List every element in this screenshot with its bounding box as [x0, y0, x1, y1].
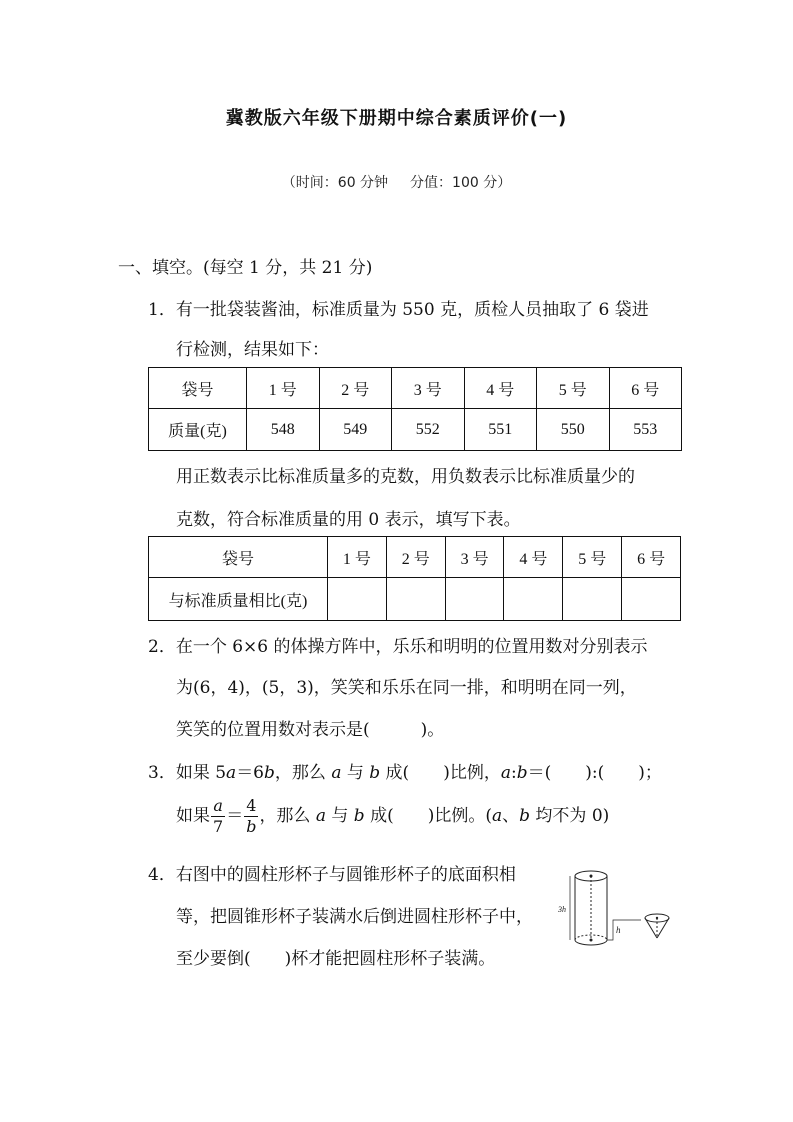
table-header-cell: 5 号	[563, 537, 622, 578]
cone-top-center	[656, 917, 658, 919]
table-header-cell: 2 号	[386, 537, 445, 578]
table-cell: 551	[464, 409, 537, 451]
q3-text: 均不为 0)	[530, 806, 610, 826]
exam-info	[0, 172, 793, 192]
table-cell: 552	[392, 409, 465, 451]
fraction-4-over-b	[244, 798, 258, 835]
time-info: （时间：60 分钟	[281, 175, 389, 191]
q3-text: 成( )比例。(	[364, 806, 492, 826]
answer-cell[interactable]	[445, 578, 504, 621]
q1-line-2: 行检测，结果如下：	[176, 340, 329, 360]
table-header-cell: 5 号	[537, 368, 610, 409]
var-b: b	[264, 763, 275, 783]
q2-line-3: 笑笑的位置用数对表示是( )。	[176, 720, 445, 740]
frac-numerator: 4	[244, 798, 258, 817]
answer-cell[interactable]	[328, 578, 387, 621]
q3-text: 3．如果 5	[148, 763, 227, 783]
q3-text: :	[510, 763, 517, 783]
table-header-cell: 4 号	[464, 368, 537, 409]
q3-text: ＝( ):( )；	[527, 763, 662, 783]
var-b: b	[353, 806, 365, 826]
table-header-cell: 4 号	[504, 537, 563, 578]
table-cell: 550	[537, 409, 610, 451]
q1-line-1: 1．有一批袋装酱油，标准质量为 550 克，质检人员抽取了 6 袋进	[148, 300, 649, 320]
var-a: a	[331, 763, 342, 783]
table-header-cell: 6 号	[622, 537, 681, 578]
difference-table	[148, 536, 681, 621]
answer-cell[interactable]	[504, 578, 563, 621]
q3-text: 如果	[176, 806, 210, 826]
weight-table	[148, 367, 682, 451]
q4-line-2: 等，把圆锥形杯子装满水后倒进圆柱形杯子中，	[176, 907, 533, 927]
q3-text: 与	[341, 763, 370, 783]
var-b: b	[519, 806, 531, 826]
q3-line-2	[176, 795, 609, 837]
table-header-cell: 2 号	[319, 368, 392, 409]
q3-text: ，那么	[274, 763, 332, 783]
var-a: a	[500, 763, 511, 783]
table-row	[149, 368, 682, 409]
frac-numerator: a	[213, 796, 223, 815]
q2-line-1: 2．在一个 6×6 的体操方阵中，乐乐和明明的位置用数对分别表示	[148, 637, 648, 657]
var-a: a	[492, 806, 503, 826]
table-row	[149, 578, 681, 621]
q2-line-2: 为(6，4)，(5，3)，笑笑和乐乐在同一排，和明明在同一列，	[176, 678, 637, 698]
answer-cell[interactable]	[622, 578, 681, 621]
q1-line-4: 克数，符合标准质量的用 0 表示，填写下表。	[176, 510, 521, 530]
score-info: 分值：100 分）	[410, 175, 512, 191]
q3-line-1	[148, 758, 662, 783]
q4-line-1: 4．右图中的圆柱形杯子与圆锥形杯子的底面积相	[148, 865, 516, 885]
cone-height-marker	[607, 920, 641, 940]
q3-text: 、	[502, 806, 520, 826]
table-header-cell: 6 号	[609, 368, 682, 409]
var-a: a	[226, 763, 237, 783]
equals-sign: ＝	[226, 806, 244, 826]
table-cell: 553	[609, 409, 682, 451]
var-b: b	[369, 763, 381, 783]
table-header-cell: 1 号	[328, 537, 387, 578]
q3-text: 与	[325, 806, 354, 826]
table-cell: 549	[319, 409, 392, 451]
table-cell: 548	[247, 409, 320, 451]
cone-height-label: h	[616, 925, 621, 935]
q3-text: ＝6	[236, 763, 265, 783]
table-row	[149, 537, 681, 578]
table-row-label: 质量(克)	[149, 409, 247, 451]
q1-line-3: 用正数表示比标准质量多的克数，用负数表示比标准质量少的	[176, 467, 635, 487]
table-row-label: 与标准质量相比(克)	[149, 578, 328, 621]
q3-text: 成( )比例，	[380, 763, 501, 783]
table-header-cell: 3 号	[392, 368, 465, 409]
q3-text: ，那么	[259, 806, 316, 826]
table-header-cell: 1 号	[247, 368, 320, 409]
frac-denominator: 7	[213, 817, 224, 836]
cylinder-height-label: 3h	[558, 905, 566, 914]
var-b: b	[516, 763, 528, 783]
answer-cell[interactable]	[563, 578, 622, 621]
cylinder-cone-figure	[548, 860, 678, 960]
fraction-a-over-7	[211, 798, 225, 835]
answer-cell[interactable]	[386, 578, 445, 621]
cylinder-top-center	[590, 875, 593, 878]
table-header-cell: 袋号	[149, 368, 247, 409]
cylinder-bottom-center	[590, 939, 593, 942]
table-header-cell: 袋号	[149, 537, 328, 578]
var-a: a	[315, 806, 326, 826]
page-title: 冀教版六年级下册期中综合素质评价(一)	[225, 108, 568, 129]
table-header-cell: 3 号	[445, 537, 504, 578]
q4-line-3: 至少要倒( )杯才能把圆柱形杯子装满。	[176, 949, 496, 969]
section-heading: 一、填空。(每空 1 分，共 21 分)	[118, 258, 373, 278]
frac-denominator: b	[246, 817, 257, 836]
table-row	[149, 409, 682, 451]
